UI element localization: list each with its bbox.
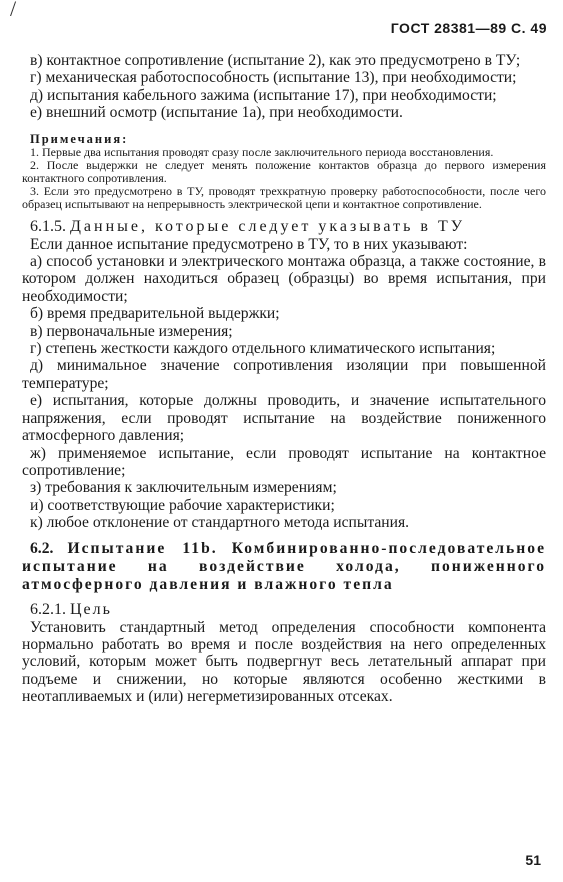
section-62-number: 6.2. xyxy=(30,539,54,557)
section-615-item-z: з) требования к заключительным измерениям; xyxy=(30,479,337,497)
note-1: 1. Первые два испытания проводят сразу после заключительного периода восстановления. xyxy=(30,144,494,159)
list-item-e: е) внешний осмотр (испытание 1а), при необходимости. xyxy=(30,104,403,122)
section-615-title: Данные, которые следует указывать в ТУ xyxy=(70,217,466,235)
section-615-item-b: б) время предварительной выдержки; xyxy=(30,305,280,323)
note-3: 3. Если это предусмотрено в ТУ, проводят трехкратную проверку работоспособности, после чего образец испытывают на непрерывность электрической цепи и контактное сопротивление. xyxy=(22,184,546,212)
section-615-intro: Если данное испытание предусмотрено в ТУ, то в них указывают: xyxy=(30,235,468,253)
section-621-title: Цель xyxy=(70,600,112,618)
section-615-item-e: е) испытания, которые должны проводить, и значение испытательного напряжения, если проводят испытание на воздействие пониженного атмосферного давления; xyxy=(22,392,546,445)
section-615-item-zh: ж) применяемое испытание, если проводят испытание на контактное сопротивление; xyxy=(22,444,546,479)
list-item-v: в) контактное сопротивление (испытание 2), как это предусмотрено в ТУ; xyxy=(30,52,521,69)
section-621-heading xyxy=(22,600,546,619)
section-62-heading xyxy=(22,540,546,594)
list-item-g: г) механическая работоспособность (испытание 13), при необходимости; xyxy=(30,69,517,87)
list-item-d: д) испытания кабельного зажима (испытание 17), при необходимости; xyxy=(30,86,497,104)
section-615-item-g: г) степень жесткости каждого отдельного климатического испытания; xyxy=(30,340,496,358)
section-621-number: 6.2.1. xyxy=(30,600,66,618)
page-header: ГОСТ 28381—89 С. 49 xyxy=(390,20,547,36)
margin-mark: / xyxy=(10,0,17,21)
text-column xyxy=(22,52,546,706)
section-621-text: Установить стандартный метод определения способности компонента нормально работать во время и после воздействия на него определенных условий, которым может быть подвергнут весь летательный аппарат при подъеме и снижении, но которые являются особенно жесткими в неотапливаемых и (или) негерметизированных отсеках. xyxy=(22,618,546,706)
section-615-item-d: д) минимальное значение сопротивления изоляции при повышенной температуре; xyxy=(22,357,546,392)
note-2: 2. После выдержки не следует менять положение контактов образца до первого измерения контактного сопротивления. xyxy=(22,157,546,186)
section-62-label: Испытание 11b. xyxy=(67,539,218,557)
section-615-item-a: а) способ установки и электрического монтажа образца, а также состояние, в котором должен находиться образец (образцы) во время испытания, при необходимости; xyxy=(22,253,546,305)
section-615-item-i: и) соответствующие рабочие характеристики; xyxy=(30,496,335,514)
section-615-item-k: к) любое отклонение от стандартного метода испытания. xyxy=(30,514,410,532)
notes-heading: Примечания: xyxy=(30,131,129,146)
section-615-item-v: в) первоначальные измерения; xyxy=(30,322,233,340)
section-62-title: Комбинированно-последовательное испытание на воздействие холода, пониженного атмосферного давления и влажного тепла xyxy=(22,539,546,593)
section-615-heading xyxy=(22,218,546,236)
page-number: 51 xyxy=(525,852,541,868)
section-615-number: 6.1.5. xyxy=(30,217,66,235)
